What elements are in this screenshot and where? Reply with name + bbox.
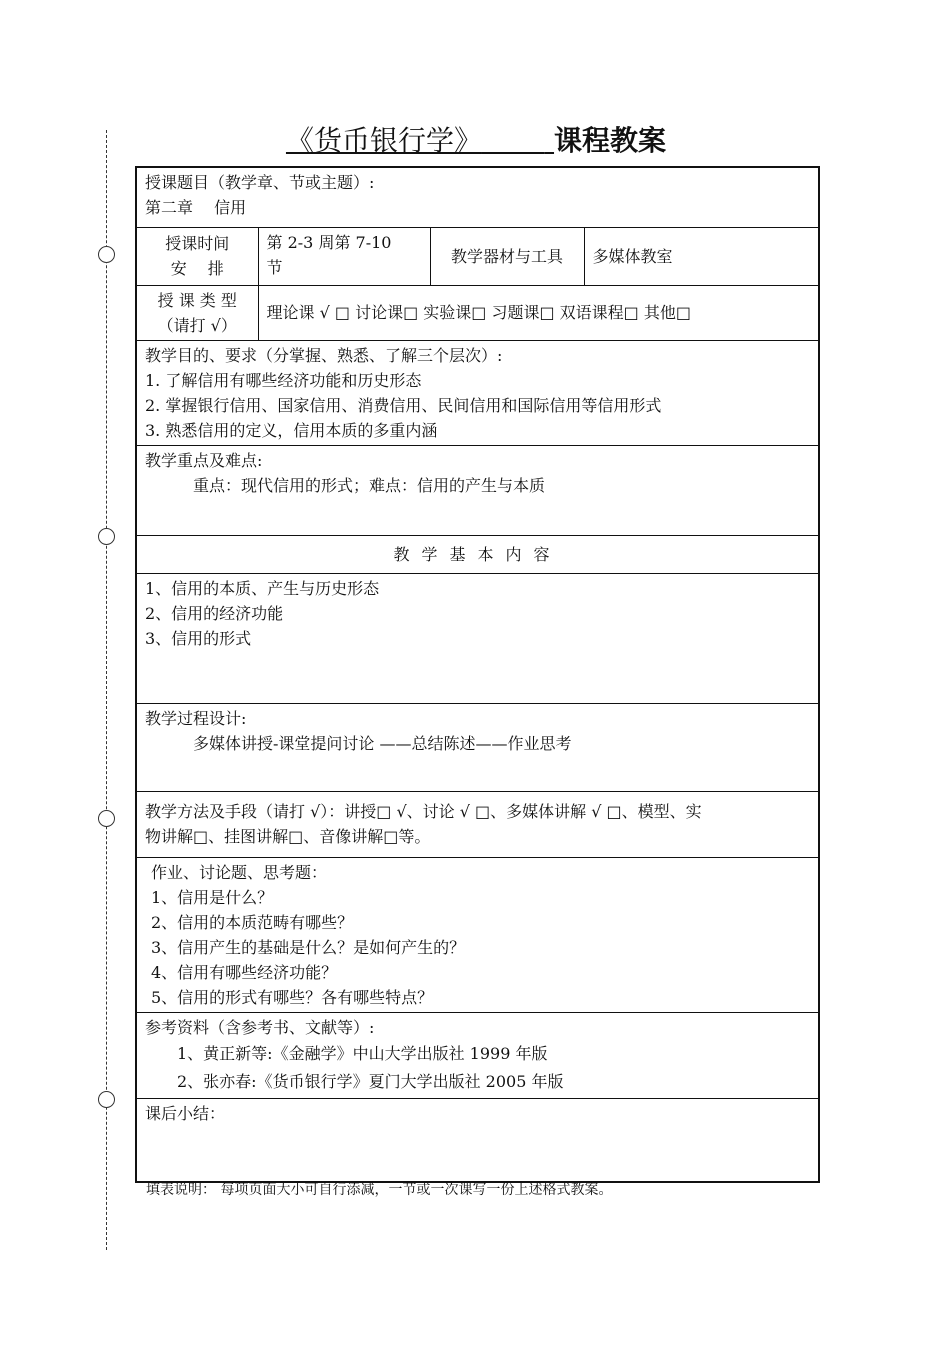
basic-content-header: 教学基本内容 — [136, 535, 819, 573]
content-item: 3、信用的形式 — [145, 628, 252, 648]
objectives-label: 教学目的、要求（分掌握、熟悉、了解三个层次）: — [145, 345, 503, 365]
homework-item: 3、信用产生的基础是什么？是如何产生的？ — [151, 937, 466, 957]
time-label-2: 安 排 — [170, 259, 224, 278]
process-label: 教学过程设计: — [145, 708, 247, 728]
objective-item: 1. 了解信用有哪些经济功能和历史形态 — [145, 370, 422, 390]
basic-content-row — [136, 573, 819, 703]
objective-item: 3. 熟悉信用的定义，信用本质的多重内涵 — [145, 420, 438, 440]
homework-item: 2、信用的本质范畴有哪些？ — [151, 912, 354, 932]
title-suffix: 课程教案 — [554, 124, 667, 157]
methods-line-1: 教学方法及手段（请打 √）：讲授□ √、讨论 √ □、多媒体讲解 √ □、模型、实 — [145, 802, 702, 821]
equipment-label: 教学器材与工具 — [430, 227, 584, 285]
class-type-label-1: 授 课 类 型 — [157, 290, 237, 310]
time-value-1: 第 2-3 周第 7-10 — [266, 232, 392, 252]
homework-item: 1、信用是什么？ — [151, 887, 274, 907]
key-points-row — [136, 445, 819, 535]
class-type-options: 理论课 √ □ 讨论课□ 实验课□ 习题课□ 双语课程□ 其他□ — [258, 285, 819, 340]
lesson-plan-table — [135, 166, 820, 1183]
methods-line-2: 物讲解□、挂图讲解□、音像讲解□等。 — [145, 827, 431, 846]
course-name: 《货币银行学》 — [285, 124, 482, 157]
summary-label: 课后小结： — [136, 1098, 819, 1182]
binding-hole — [98, 1091, 115, 1108]
binding-hole — [98, 810, 115, 827]
key-points-label: 教学重点及难点: — [145, 450, 263, 470]
topic-value: 第二章 信用 — [145, 198, 247, 217]
methods-row — [136, 791, 819, 857]
references-label: 参考资料（含参考书、文献等）: — [145, 1017, 375, 1037]
process-row — [136, 703, 819, 791]
binding-hole — [98, 528, 115, 545]
summary-row — [136, 1098, 819, 1182]
content-item: 2、信用的经济功能 — [145, 603, 284, 623]
homework-item: 5、信用的形式有哪些？各有哪些特点？ — [151, 987, 434, 1007]
binding-hole — [98, 246, 115, 263]
basic-content-header-row — [136, 535, 819, 573]
homework-row — [136, 857, 819, 1012]
class-type-label-2: （请打 √） — [157, 315, 237, 335]
references-row — [136, 1012, 819, 1098]
content-item: 1、信用的本质、产生与历史形态 — [145, 578, 380, 598]
footnote: 填表说明： 每项页面大小可自行添减，一节或一次课写一份上述格式教案。 — [146, 1182, 613, 1198]
time-row — [136, 227, 819, 285]
topic-row — [136, 167, 819, 227]
binding-line — [106, 130, 107, 1250]
process-value: 多媒体讲授-课堂提问讨论 ——总结陈述——作业思考 — [193, 733, 572, 753]
time-value-2: 节 — [266, 257, 283, 277]
equipment-value: 多媒体教室 — [584, 227, 819, 285]
key-points-value: 重点：现代信用的形式；难点：信用的产生与本质 — [193, 475, 546, 495]
time-label-1: 授课时间 — [165, 234, 230, 253]
objective-item: 2. 掌握银行信用、国家信用、消费信用、民间信用和国际信用等信用形式 — [145, 395, 662, 415]
reference-item: 2、张亦春:《货币银行学》夏门大学出版社 2005 年版 — [177, 1071, 564, 1091]
objectives-row — [136, 340, 819, 445]
class-type-row — [136, 285, 819, 340]
page-title — [0, 122, 952, 160]
reference-item: 1、黄正新等:《金融学》中山大学出版社 1999 年版 — [177, 1043, 548, 1063]
homework-label: 作业、讨论题、思考题： — [151, 862, 328, 882]
homework-item: 4、信用有哪些经济功能？ — [151, 962, 338, 982]
topic-label: 授课题目（教学章、节或主题）: — [145, 173, 375, 192]
